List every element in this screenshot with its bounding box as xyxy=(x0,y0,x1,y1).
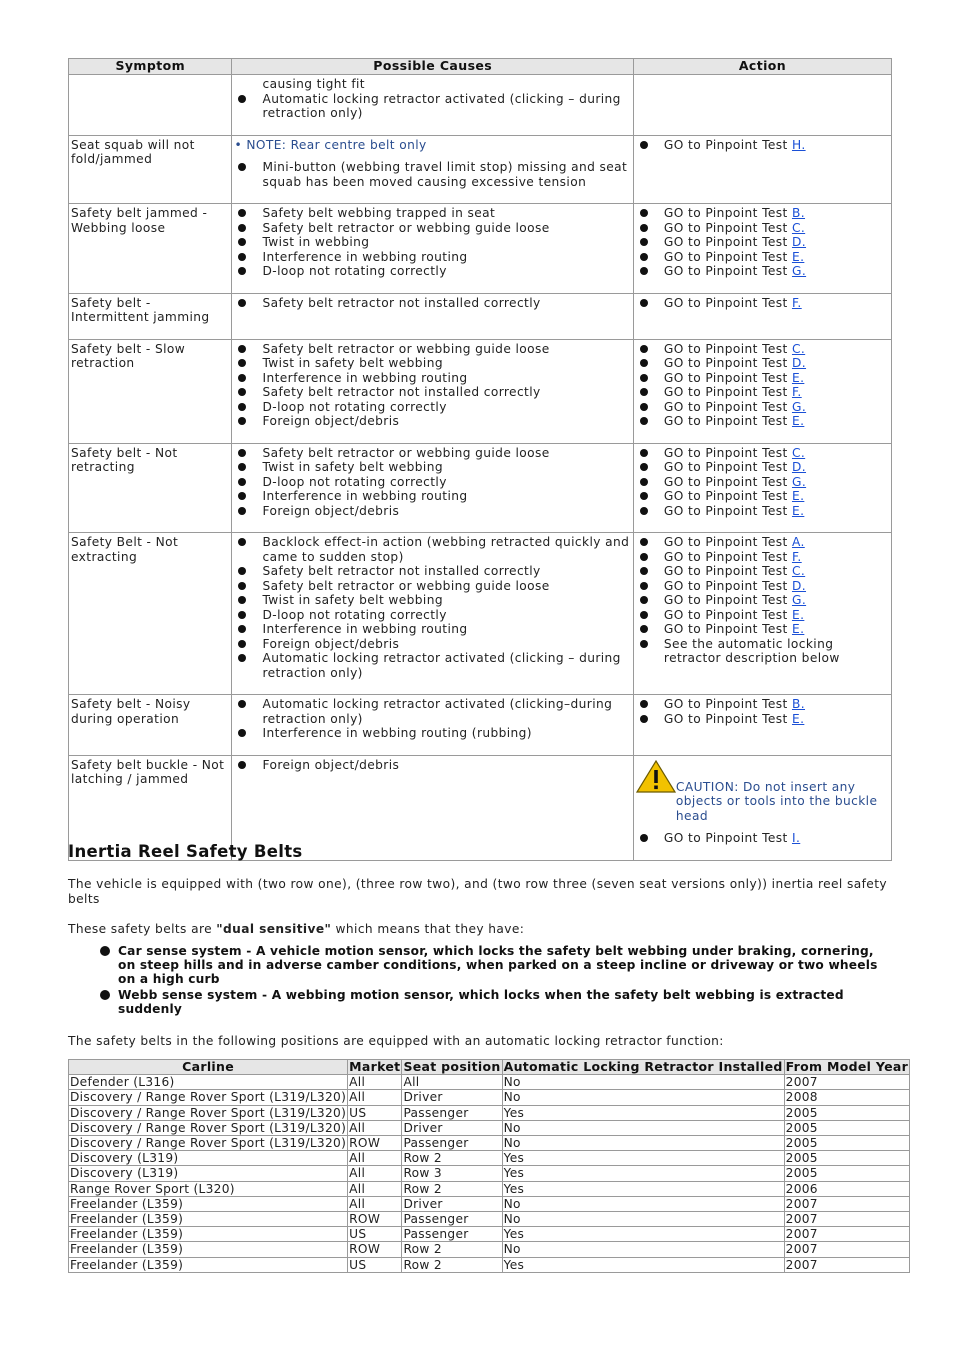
table-header-row xyxy=(69,1060,910,1075)
list-item: Webb sense system - A webbing motion sensor, which locks when the safety belt webbing is extracted suddenly xyxy=(68,988,894,1016)
caution-text: CAUTION: Do not insert any objects or tools into the buckle head xyxy=(675,779,878,823)
alr-cell: No xyxy=(502,1120,784,1135)
symptom-cell: Safety Belt - Not extracting xyxy=(69,533,232,695)
market-cell: US xyxy=(348,1227,402,1242)
table-row xyxy=(69,1242,910,1257)
action-item: GO to Pinpoint Test F. xyxy=(636,385,889,400)
cause-item: D-loop not rotating correctly xyxy=(234,264,630,279)
cause-item: Twist in safety belt webbing xyxy=(234,460,630,475)
causes-cell xyxy=(232,135,633,204)
cause-item: Twist in safety belt webbing xyxy=(234,593,630,608)
table-row xyxy=(69,1227,910,1242)
market-cell: ROW xyxy=(348,1212,402,1227)
header-alr-installed: Automatic Locking Retractor Installed xyxy=(503,1059,783,1074)
action-cell xyxy=(633,533,891,695)
pinpoint-test-link[interactable]: G. xyxy=(791,474,807,489)
table-row xyxy=(69,1151,910,1166)
cause-item: Mini-button (webbing travel limit stop) missing and seat squab has been moved causing excessive tension xyxy=(234,160,630,189)
alr-cell: No xyxy=(502,1136,784,1151)
header-seat-position: Seat position xyxy=(403,1059,501,1074)
market-cell: All xyxy=(348,1075,402,1090)
pinpoint-test-link[interactable]: G. xyxy=(791,593,807,607)
pinpoint-test-link[interactable]: E. xyxy=(791,622,805,636)
action-item: GO to Pinpoint Test D. xyxy=(636,235,889,250)
header-carline: Carline xyxy=(69,1060,348,1075)
market-cell: All xyxy=(348,1166,402,1181)
pinpoint-test-link[interactable]: B. xyxy=(791,697,806,711)
pinpoint-test-link[interactable]: D. xyxy=(791,460,807,474)
alr-cell: No xyxy=(502,1075,784,1090)
market-cell: ROW xyxy=(348,1136,402,1151)
action-item: See the automatic locking retractor description below xyxy=(636,637,889,666)
market-cell: ROW xyxy=(348,1242,402,1257)
carline-cell: Freelander (L359) xyxy=(69,1212,348,1227)
action-item: GO to Pinpoint Test B. xyxy=(636,697,889,712)
action-item: GO to Pinpoint Test G. xyxy=(636,475,889,490)
model-year-cell: 2007 xyxy=(784,1227,909,1242)
pinpoint-test-link[interactable]: C. xyxy=(791,341,806,356)
header-market: Market xyxy=(349,1059,401,1074)
cause-item: Safety belt retractor or webbing guide loose xyxy=(234,221,630,236)
market-cell: All xyxy=(348,1151,402,1166)
pinpoint-test-link[interactable]: I. xyxy=(791,831,801,845)
table-row xyxy=(69,1257,910,1272)
header-possible-causes: Possible Causes xyxy=(232,59,633,75)
note-rear-centre-belt: • NOTE: Rear centre belt only xyxy=(234,137,427,152)
seat-position-cell: Passenger xyxy=(402,1227,502,1242)
action-item: GO to Pinpoint Test H. xyxy=(636,138,889,153)
cause-item: Safety belt retractor not installed correctly xyxy=(234,564,630,579)
cause-item: Safety belt retractor not installed correctly xyxy=(234,296,630,311)
table-row xyxy=(69,1181,910,1196)
action-item: GO to Pinpoint Test A. xyxy=(636,535,889,550)
header-from-model-year: From Model Year xyxy=(785,1059,909,1074)
action-item: GO to Pinpoint Test C. xyxy=(636,221,889,236)
pinpoint-test-link[interactable]: E. xyxy=(791,414,805,428)
action-item: GO to Pinpoint Test E. xyxy=(636,250,889,265)
action-item: GO to Pinpoint Test F. xyxy=(636,296,889,311)
table-row xyxy=(69,293,892,339)
action-item: GO to Pinpoint Test E. xyxy=(636,504,889,519)
cause-item: Twist in webbing xyxy=(234,235,630,250)
carline-cell: Freelander (L359) xyxy=(69,1242,348,1257)
symptom-table xyxy=(68,58,892,861)
carline-cell: Freelander (L359) xyxy=(69,1196,348,1211)
model-year-cell: 2005 xyxy=(784,1136,909,1151)
dual-sensitive-paragraph: These safety belts are "dual sensitive" which means that they have: xyxy=(68,922,525,936)
action-cell xyxy=(633,339,891,443)
causes-cell xyxy=(232,339,633,443)
alr-cell: Yes xyxy=(502,1105,784,1120)
action-item: GO to Pinpoint Test D. xyxy=(636,356,889,371)
action-item: GO to Pinpoint Test C. xyxy=(636,342,889,357)
cause-item: Backlock effect-in action (webbing retracted quickly and came to sudden stop) xyxy=(234,535,630,564)
seat-position-cell: Row 3 xyxy=(402,1166,502,1181)
symptom-cell: Safety belt buckle - Not latching / jammed xyxy=(69,755,232,860)
cause-item: Safety belt retractor or webbing guide loose xyxy=(234,342,630,357)
model-year-cell: 2007 xyxy=(784,1212,909,1227)
action-cell xyxy=(633,75,891,136)
action-item: GO to Pinpoint Test E. xyxy=(636,414,889,429)
alr-cell: No xyxy=(502,1242,784,1257)
action-cell xyxy=(633,755,891,860)
model-year-cell: 2007 xyxy=(784,1242,909,1257)
carline-cell: Freelander (L359) xyxy=(69,1257,348,1272)
table-row xyxy=(69,339,892,443)
cause-item: Interference in webbing routing xyxy=(234,489,630,504)
market-cell: US xyxy=(348,1257,402,1272)
cause-continuation: causing tight fit xyxy=(262,77,365,91)
cause-item: Interference in webbing routing (rubbing) xyxy=(234,726,630,741)
header-action: Action xyxy=(633,59,891,75)
seat-position-cell: Row 2 xyxy=(402,1242,502,1257)
causes-cell xyxy=(232,533,633,695)
header-symptom: Symptom xyxy=(69,59,232,75)
table-row xyxy=(69,1120,910,1135)
model-year-cell: 2005 xyxy=(784,1120,909,1135)
table-row xyxy=(69,1212,910,1227)
cause-item: D-loop not rotating correctly xyxy=(234,400,630,415)
action-cell xyxy=(633,695,891,756)
table-row xyxy=(69,533,892,695)
model-year-cell: 2005 xyxy=(784,1166,909,1181)
seat-position-cell: Row 2 xyxy=(402,1151,502,1166)
action-item: GO to Pinpoint Test I. xyxy=(636,831,889,846)
pinpoint-test-link[interactable]: H. xyxy=(791,137,806,152)
action-item: GO to Pinpoint Test D. xyxy=(636,579,889,594)
alr-paragraph: The safety belts in the following positions are equipped with an automatic locking retractor function: xyxy=(68,1034,724,1048)
carline-cell: Discovery / Range Rover Sport (L319/L320) xyxy=(70,1090,347,1105)
action-item: GO to Pinpoint Test C. xyxy=(636,564,889,579)
table-row xyxy=(69,1090,910,1105)
symptom-cell xyxy=(69,75,232,136)
carline-cell: Range Rover Sport (L320) xyxy=(69,1181,348,1196)
carline-cell: Discovery / Range Rover Sport (L319/L320) xyxy=(70,1120,347,1135)
alr-cell: No xyxy=(502,1090,784,1105)
cause-item: Foreign object/debris xyxy=(234,637,630,652)
carline-cell: Freelander (L359) xyxy=(69,1227,348,1242)
table-header-row xyxy=(69,59,892,75)
table-row xyxy=(69,135,892,204)
warning-triangle-icon xyxy=(636,760,676,793)
cause-item: Foreign object/debris xyxy=(234,504,630,519)
pinpoint-test-link[interactable]: D. xyxy=(791,235,807,249)
action-cell xyxy=(633,204,891,294)
action-item: GO to Pinpoint Test E. xyxy=(636,712,889,727)
seat-position-cell: Passenger xyxy=(402,1212,502,1227)
market-cell: All xyxy=(348,1090,402,1105)
table-row xyxy=(69,1166,910,1181)
intro-paragraph: The vehicle is equipped with (two row one), (three row two), and (two row three (seven seat versions only)) inertia reel safety belts xyxy=(68,877,887,906)
action-item: GO to Pinpoint Test D. xyxy=(636,460,889,475)
cause-item: Interference in webbing routing xyxy=(234,622,630,637)
cause-item: Safety belt retractor not installed correctly xyxy=(234,385,630,400)
model-year-cell: 2007 xyxy=(784,1075,909,1090)
section-title: Inertia Reel Safety Belts xyxy=(68,842,303,861)
seat-position-cell: Row 2 xyxy=(402,1181,502,1196)
alr-cell: Yes xyxy=(502,1166,784,1181)
cause-item: Foreign object/debris xyxy=(234,414,630,429)
table-row xyxy=(69,204,892,294)
alr-cell: Yes xyxy=(502,1227,784,1242)
alr-cell: Yes xyxy=(502,1257,784,1272)
seat-position-cell: Passenger xyxy=(402,1136,502,1151)
model-year-cell: 2005 xyxy=(784,1151,909,1166)
symptom-cell: Safety belt jammed - Webbing loose xyxy=(69,204,232,294)
list-item: Car sense system - A vehicle motion sensor, which locks the safety belt webbing under braking, cornering, on steep hills and in adverse camber conditions, when parked on a steep incline or driveway or two wheels on a high curb xyxy=(68,944,894,986)
pinpoint-test-link[interactable]: E. xyxy=(791,370,805,385)
pinpoint-test-link[interactable]: E. xyxy=(791,489,805,503)
model-year-cell: 2008 xyxy=(784,1090,909,1105)
cause-item: Automatic locking retractor activated (clicking–during retraction only) xyxy=(234,697,630,726)
cause-item: Automatic locking retractor activated (clicking – during retraction only) xyxy=(234,651,630,680)
action-item: GO to Pinpoint Test B. xyxy=(636,206,889,221)
action-item: GO to Pinpoint Test G. xyxy=(636,400,889,415)
pinpoint-test-link[interactable]: E. xyxy=(791,503,805,518)
symptom-cell: Safety belt - Intermittent jamming xyxy=(69,293,232,339)
carline-cell: Discovery / Range Rover Sport (L319/L320) xyxy=(70,1136,347,1151)
alr-cell: No xyxy=(502,1196,784,1211)
carline-cell: Defender (L316) xyxy=(69,1075,348,1090)
action-item: GO to Pinpoint Test G. xyxy=(636,593,889,608)
caution-block xyxy=(636,760,889,824)
causes-cell xyxy=(232,695,633,756)
cause-item: Safety belt webbing trapped in seat xyxy=(234,206,630,221)
market-cell: All xyxy=(348,1181,402,1196)
symptom-cell: Safety belt - Noisy during operation xyxy=(69,695,232,756)
cause-item: D-loop not rotating correctly xyxy=(234,475,630,490)
pinpoint-test-link[interactable]: G. xyxy=(791,399,807,414)
sensor-list xyxy=(68,944,894,1018)
pinpoint-test-link[interactable]: D. xyxy=(791,578,807,593)
causes-cell xyxy=(232,293,633,339)
symptom-cell: Seat squab will not fold/jammed xyxy=(69,135,232,204)
model-year-table xyxy=(68,1059,910,1273)
market-cell: All xyxy=(348,1196,402,1211)
table-row xyxy=(69,695,892,756)
action-item: GO to Pinpoint Test E. xyxy=(636,489,889,504)
causes-cell xyxy=(232,443,633,533)
model-year-cell: 2005 xyxy=(784,1105,909,1120)
action-item: GO to Pinpoint Test F. xyxy=(636,550,889,565)
symptom-cell: Safety belt - Not retracting xyxy=(69,443,232,533)
carline-cell: Discovery / Range Rover Sport (L319/L320) xyxy=(70,1105,347,1120)
causes-cell xyxy=(232,204,633,294)
model-year-body xyxy=(69,1075,910,1273)
pinpoint-test-link[interactable]: F. xyxy=(791,295,802,310)
table-row xyxy=(69,1136,910,1151)
pinpoint-test-link[interactable]: D. xyxy=(791,356,807,370)
seat-position-cell: Passenger xyxy=(402,1105,502,1120)
table-row xyxy=(69,1105,910,1120)
cause-item: Safety belt retractor or webbing guide loose xyxy=(234,446,630,461)
table-row xyxy=(69,1075,910,1090)
seat-position-cell: Row 2 xyxy=(402,1257,502,1272)
causes-cell xyxy=(232,75,633,136)
carline-cell: Discovery (L319) xyxy=(69,1151,348,1166)
cause-item: Automatic locking retractor activated (clicking – during retraction only) xyxy=(234,92,630,121)
cause-item: Safety belt retractor or webbing guide loose xyxy=(234,579,630,594)
carline-cell: Discovery (L319) xyxy=(69,1166,348,1181)
pinpoint-test-link[interactable]: A. xyxy=(791,535,805,549)
action-cell xyxy=(633,293,891,339)
pinpoint-test-link[interactable]: E. xyxy=(791,711,805,726)
dual-sensitive-term: "dual sensitive" xyxy=(216,922,332,936)
action-item: GO to Pinpoint Test E. xyxy=(636,608,889,623)
alr-cell: Yes xyxy=(502,1181,784,1196)
cause-item: D-loop not rotating correctly xyxy=(234,608,630,623)
model-year-cell: 2006 xyxy=(784,1181,909,1196)
model-year-cell: 2007 xyxy=(784,1196,909,1211)
action-item: GO to Pinpoint Test E. xyxy=(636,622,889,637)
pinpoint-test-link[interactable]: E. xyxy=(791,249,805,264)
action-cell xyxy=(633,443,891,533)
pinpoint-test-link[interactable]: E. xyxy=(791,607,805,622)
market-cell: US xyxy=(348,1105,402,1120)
action-cell xyxy=(633,135,891,204)
seat-position-cell: Driver xyxy=(402,1090,502,1105)
market-cell: All xyxy=(348,1120,402,1135)
seat-position-cell: Driver xyxy=(402,1120,502,1135)
cause-item: Twist in safety belt webbing xyxy=(234,356,630,371)
pinpoint-test-link[interactable]: C. xyxy=(791,220,806,235)
pinpoint-test-link[interactable]: G. xyxy=(791,264,807,278)
alr-cell: Yes xyxy=(502,1151,784,1166)
pinpoint-test-link[interactable]: C. xyxy=(791,445,806,460)
action-item: GO to Pinpoint Test G. xyxy=(636,264,889,279)
seat-position-cell: Driver xyxy=(402,1196,502,1211)
table-row xyxy=(69,1196,910,1211)
model-year-cell: 2007 xyxy=(784,1257,909,1272)
cause-item: Foreign object/debris xyxy=(234,758,630,773)
cause-item: Interference in webbing routing xyxy=(234,250,630,265)
pinpoint-test-link[interactable]: F. xyxy=(791,549,802,564)
pinpoint-test-link[interactable]: C. xyxy=(791,564,806,578)
symptom-cell: Safety belt - Slow retraction xyxy=(69,339,232,443)
pinpoint-test-link[interactable]: F. xyxy=(791,385,802,399)
action-item: GO to Pinpoint Test E. xyxy=(636,371,889,386)
cause-item: Interference in webbing routing xyxy=(234,371,630,386)
table-row xyxy=(69,75,892,136)
pinpoint-test-link[interactable]: B. xyxy=(791,206,806,220)
action-item: GO to Pinpoint Test C. xyxy=(636,446,889,461)
alr-cell: No xyxy=(502,1212,784,1227)
table-row xyxy=(69,443,892,533)
seat-position-cell: All xyxy=(402,1075,502,1090)
